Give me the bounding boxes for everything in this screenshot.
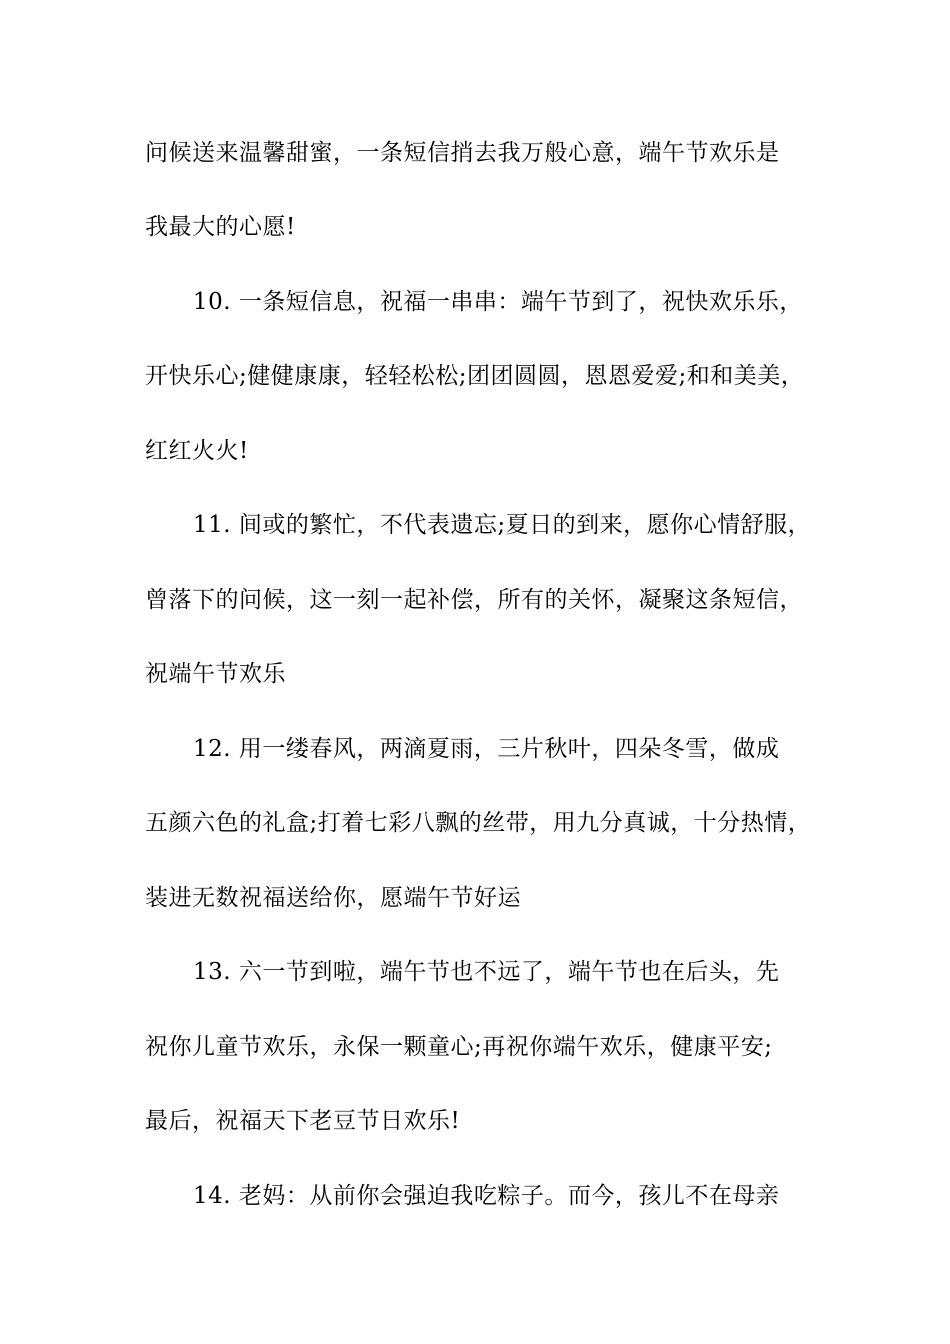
- text-line: 10. 一条短信息，祝福一串串：端午节到了，祝快欢乐乐，: [193, 289, 803, 315]
- text-line: 祝端午节欢乐: [145, 661, 286, 687]
- text-line: 11. 间或的繁忙，不代表遗忘;夏日的到来，愿你心情舒服，: [193, 512, 812, 538]
- text-line: 装进无数祝福送给你，愿端午节好运: [145, 885, 521, 911]
- text-line: 12. 用一缕春风，两滴夏雨，三片秋叶，四朵冬雪，做成: [193, 736, 780, 762]
- text-line: 我最大的心愿!: [145, 214, 296, 240]
- text-line: 祝你儿童节欢乐，永保一颗童心;再祝你端午欢乐，健康平安;: [145, 1034, 773, 1060]
- text-line: 红红火火!: [145, 438, 249, 464]
- text-line: 13. 六一节到啦，端午节也不远了，端午节也在后头，先: [193, 959, 780, 985]
- text-line: 开快乐心;健健康康，轻轻松松;团团圆圆，恩恩爱爱;和和美美，: [145, 363, 805, 389]
- text-line: 曾落下的问候，这一刻一起补偿，所有的关怀，凝聚这条短信，: [145, 587, 803, 613]
- text-line: 五颜六色的礼盒;打着七彩八飘的丝带，用九分真诚，十分热情，: [145, 810, 812, 836]
- text-line: 14. 老妈：从前你会强迫我吃粽子。而今，孩儿不在母亲: [193, 1183, 780, 1209]
- text-line: 最后，祝福天下老豆节日欢乐!: [145, 1108, 461, 1134]
- text-line: 问候送来温馨甜蜜，一条短信捎去我万般心意，端午节欢乐是: [145, 140, 780, 166]
